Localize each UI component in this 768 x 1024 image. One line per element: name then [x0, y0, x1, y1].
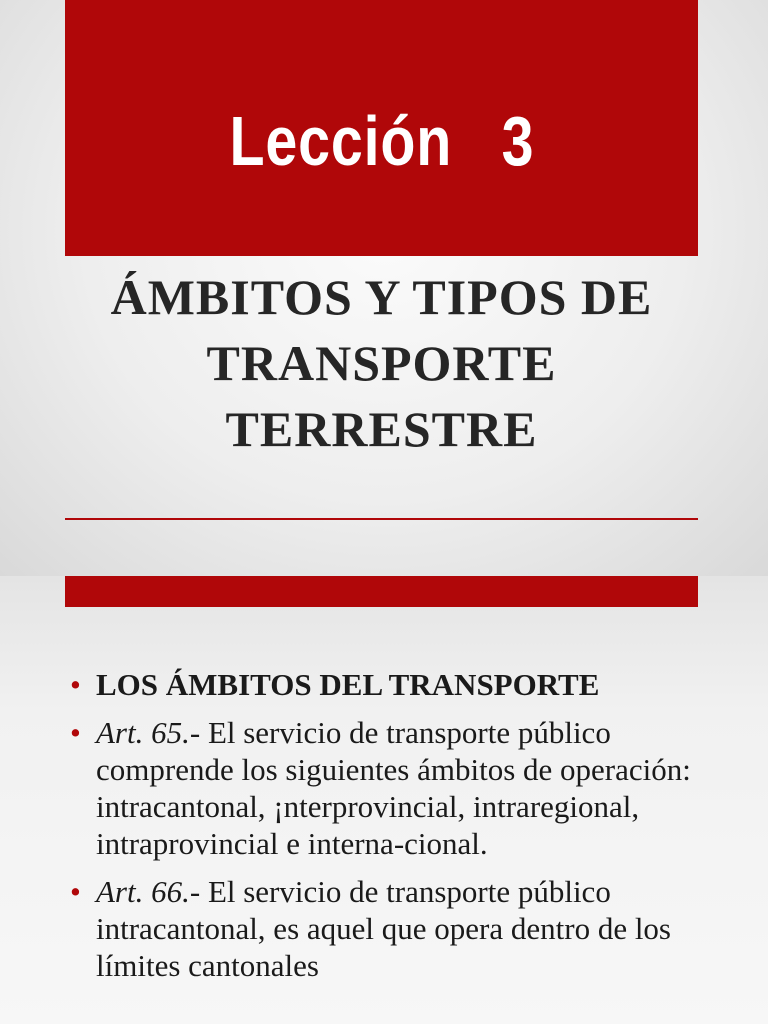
title-banner	[65, 0, 698, 256]
list-item	[70, 714, 730, 862]
section-heading: LOS ÁMBITOS DEL TRANSPORTE	[96, 667, 600, 702]
article-text: El servicio de transporte público comprende los siguientes ámbitos de operación: intracantonal, ¡nterprovincial, intraregional, intraprovincial e interna-cional.	[96, 715, 691, 861]
subtitle-line: ÁMBITOS Y TIPOS DE	[110, 269, 653, 325]
list-item	[70, 873, 730, 984]
header-bar	[65, 576, 698, 607]
subtitle-line: TRANSPORTE	[206, 335, 557, 391]
subtitle-line: TERRESTRE	[225, 401, 538, 457]
bullet-icon: •	[70, 667, 81, 702]
bullet-icon: •	[70, 874, 81, 909]
article-label: Art. 65.-	[96, 715, 201, 750]
divider-line	[65, 518, 698, 520]
lesson-title: Lección 3	[229, 102, 534, 180]
bullet-list	[70, 666, 730, 995]
article-text: El servicio de transporte público intracantonal, es aquel que opera dentro de los límites cantonales	[96, 874, 671, 983]
list-item	[70, 666, 730, 703]
slide-subtitle	[65, 264, 698, 462]
content-slide	[0, 576, 768, 1024]
article-label: Art. 66.-	[96, 874, 201, 909]
bullet-icon: •	[70, 715, 81, 750]
